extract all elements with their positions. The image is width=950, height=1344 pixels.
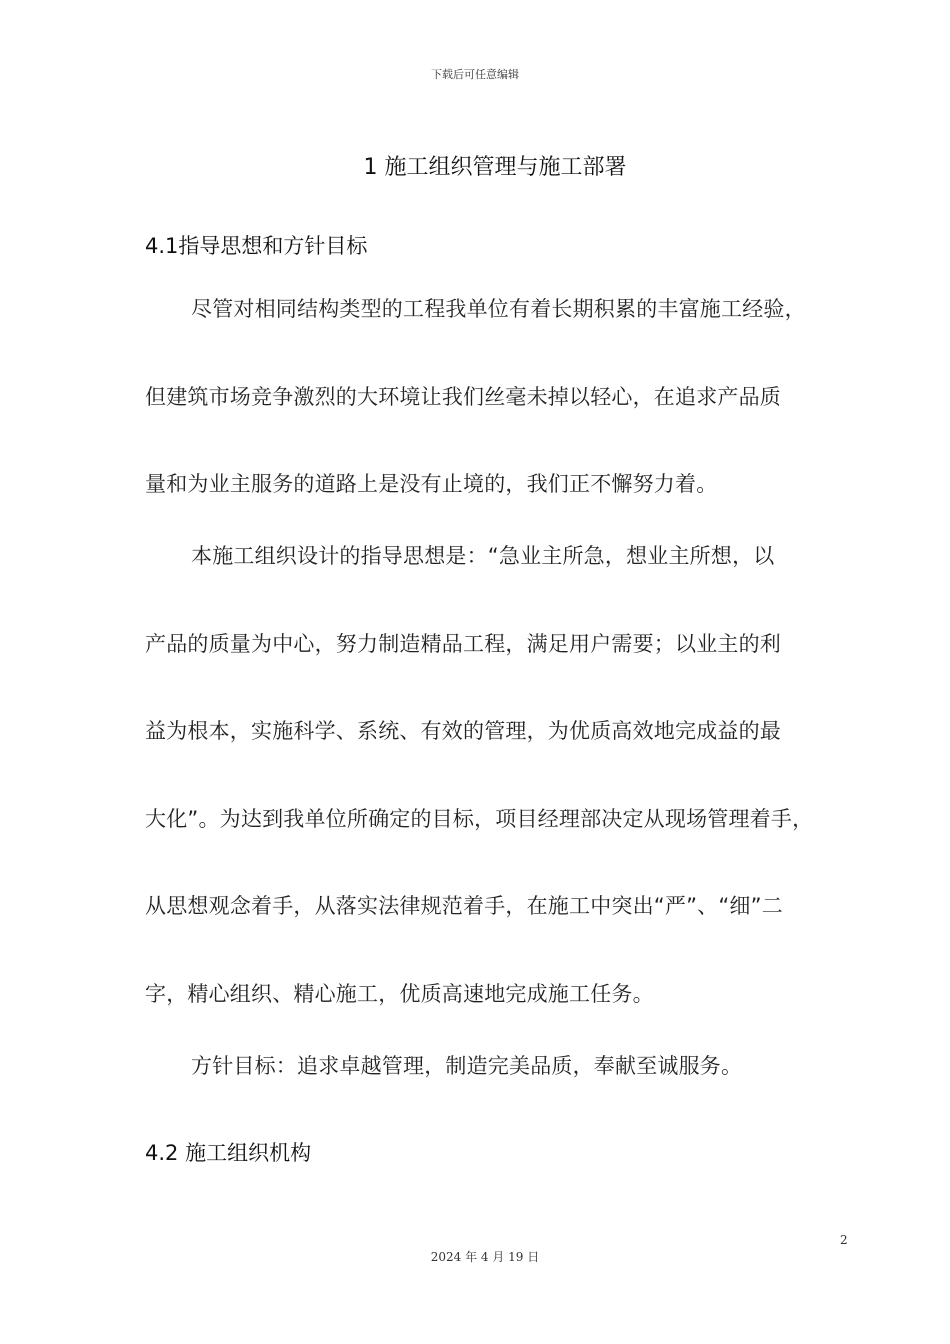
page-number: 2 bbox=[840, 1233, 848, 1247]
footer-date: 2024 年 4 月 19 日 bbox=[430, 1250, 540, 1264]
paragraph-line: 量和为业主服务的道路上是没有止境的，我们正不懈努力着。 bbox=[145, 472, 718, 496]
paragraph-line: 字，精心组织、精心施工，优质高速地完成施工任务。 bbox=[145, 982, 654, 1006]
paragraph-line: 尽管对相同结构类型的工程我单位有着长期积累的丰富施工经验， bbox=[191, 297, 806, 321]
paragraph-line: 大化”。为达到我单位所确定的目标，项目经理部决定从现场管理着手， bbox=[145, 807, 814, 831]
paragraph-line: 方针目标：追求卓越管理，制造完美品质，奉献至诚服务。 bbox=[191, 1054, 743, 1078]
page-header-note: 下载后可任意编辑 bbox=[431, 68, 519, 81]
paragraph-line: 产品的质量为中心，努力制造精品工程，满足用户需要；以业主的利 bbox=[145, 632, 781, 656]
paragraph-line: 但建筑市场竞争激烈的大环境让我们丝毫未掉以轻心，在追求产品质 bbox=[145, 385, 781, 409]
paragraph-line: 益为根本，实施科学、系统、有效的管理，为优质高效地完成益的最 bbox=[145, 719, 781, 743]
section-heading-4-2: 4.2 施工组织机构 bbox=[145, 1141, 312, 1165]
document-title: 1 施工组织管理与施工部署 bbox=[363, 155, 627, 180]
paragraph-line: 从思想观念着手，从落实法律规范着手，在施工中突出“严”、“细”二 bbox=[145, 894, 783, 918]
section-heading-4-1: 4.1指导思想和方针目标 bbox=[145, 234, 368, 258]
paragraph-line: 本施工组织设计的指导思想是：“急业主所急，想业主所想，以 bbox=[191, 544, 775, 568]
